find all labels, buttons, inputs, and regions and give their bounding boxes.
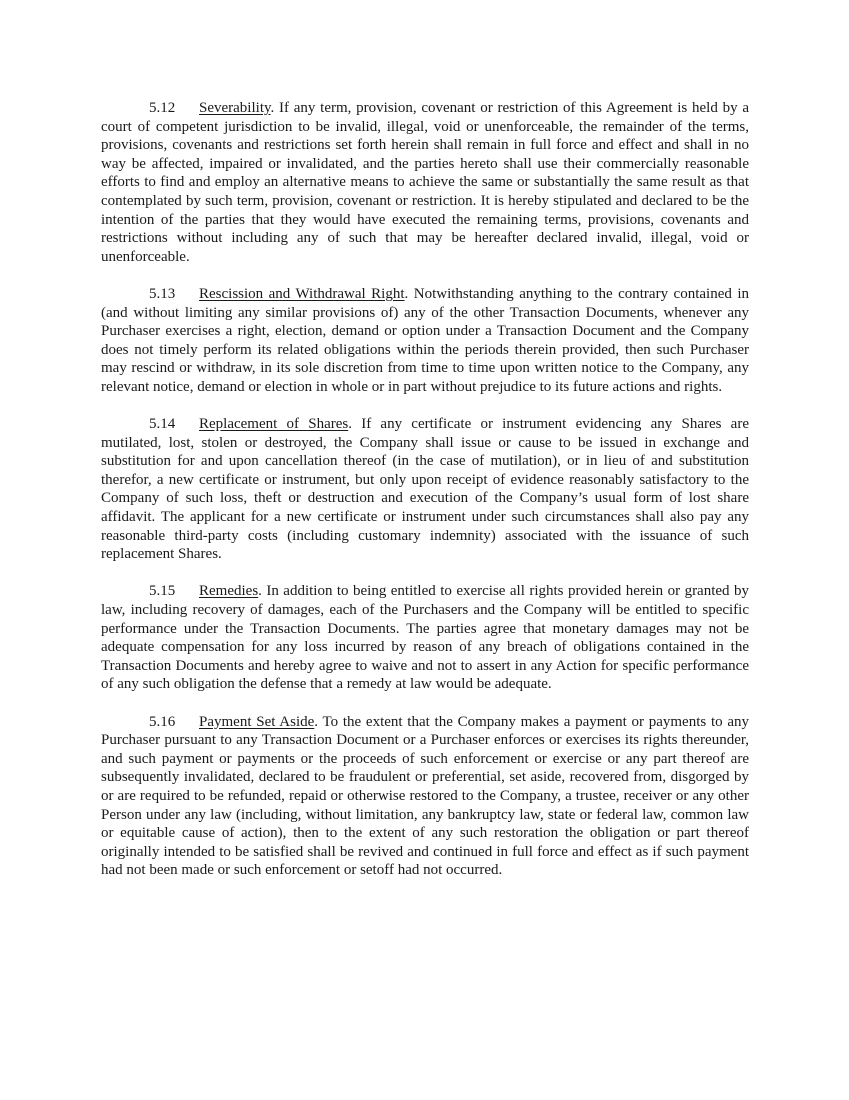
section-body: . Notwithstanding anything to the contrary contained in (and without limiting any similar provisions of) any of the other Transaction Documents, whenever any Purchaser exercises a right, election, demand or option under a Transaction Document and the Company does not timely perform its related obligations within the periods therein provided, then such Purchaser may rescind or withdraw, in its sole discretion from time to time upon written notice to the Company, any relevant notice, demand or election in whole or in part without prejudice to its future actions and rights. — [101, 285, 749, 395]
section-5-12 — [101, 99, 749, 266]
document-page — [101, 99, 749, 899]
section-number: 5.14 — [149, 416, 176, 433]
section-body: . If any certificate or instrument evidencing any Shares are mutilated, lost, stolen or destroyed, the Company shall issue or cause to be issued in exchange and substitution for and upon cancellation thereof (in the case of mutilation), or in lieu of and substitution therefor, a new certificate or instrument, but only upon receipt of evidence reasonably satisfactory to the Company of such loss, theft or destruction and execution of the Company’s usual form of lost share affidavit. The applicant for a new certificate or instrument under such circumstances shall also pay any reasonable third-party costs (including customary indemnity) associated with the issuance of such replacement Shares. — [101, 416, 749, 563]
section-number: 5.12 — [149, 100, 176, 116]
section-heading: Severability — [199, 100, 271, 116]
section-heading: Remedies — [199, 583, 259, 600]
section-number: 5.15 — [149, 583, 176, 600]
section-5-15 — [101, 582, 749, 694]
section-heading: Rescission and Withdrawal Right — [199, 285, 405, 302]
section-heading: Replacement of Shares — [199, 416, 349, 433]
section-5-16 — [101, 713, 749, 880]
section-heading: Payment Set Aside — [199, 713, 315, 730]
section-number: 5.16 — [149, 713, 176, 730]
section-body: . If any term, provision, covenant or restriction of this Agreement is held by a court of competent jurisdiction to be invalid, illegal, void or unenforceable, the remainder of the terms, provisions, covenants and restrictions set forth herein shall remain in full force and effect and shall in no way be affected, impaired or invalidated, and the parties hereto shall use their commercially reasonable efforts to find and employ an alternative means to achieve the same or substantially the same result as that contemplated by such term, provision, covenant or restriction. It is hereby stipulated and declared to be the intention of the parties that they would have executed the remaining terms, provisions, covenants and restrictions without including any of such that may be hereafter declared invalid, illegal, void or unenforceable. — [101, 100, 749, 265]
section-body: . To the extent that the Company makes a payment or payments to any Purchaser pursuant to any Transaction Document or a Purchaser enforces or exercises its rights thereunder, and such payment or payments or the proceeds of such enforcement or exercise or any part thereof are subsequently invalidated, declared to be fraudulent or preferential, set aside, recovered from, disgorged by or are required to be refunded, repaid or otherwise restored to the Company, a trustee, receiver or any other Person under any law (including, without limitation, any bankruptcy law, state or federal law, common law or equitable cause of action), then to the extent of any such restoration the obligation or part thereof originally intended to be satisfied shall be revived and continued in full force and effect as if such payment had not been made or such enforcement or setoff had not occurred. — [101, 713, 749, 879]
section-5-13 — [101, 285, 749, 397]
section-5-14 — [101, 415, 749, 564]
section-number: 5.13 — [149, 285, 176, 302]
section-body: . In addition to being entitled to exercise all rights provided herein or granted by law, including recovery of damages, each of the Purchasers and the Company will be entitled to specific performance under the Transaction Documents. The parties agree that monetary damages may not be adequate compensation for any loss incurred by reason of any breach of obligations contained in the Transaction Documents and hereby agree to waive and not to assert in any Action for specific performance of any such obligation the defense that a remedy at law would be adequate. — [101, 583, 749, 693]
